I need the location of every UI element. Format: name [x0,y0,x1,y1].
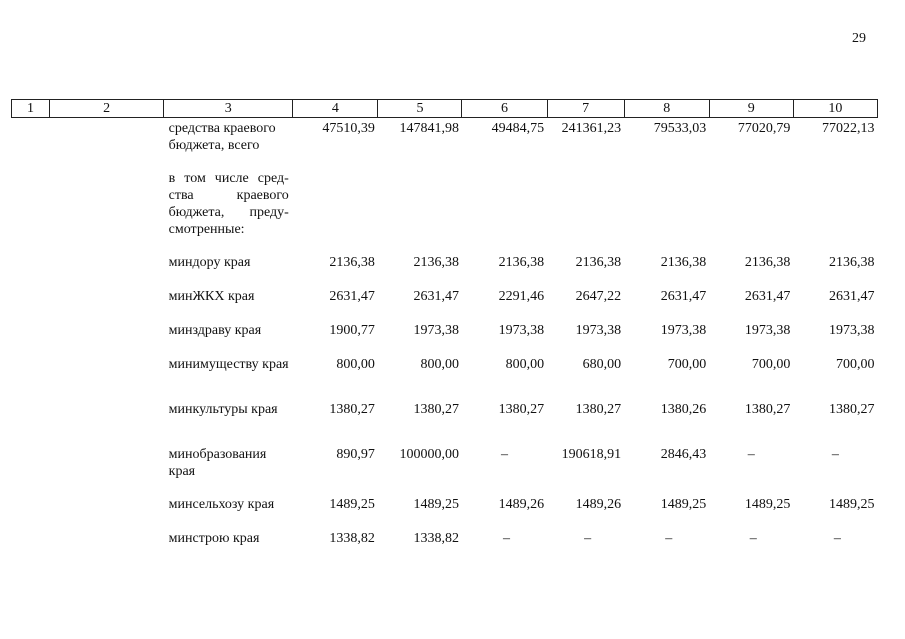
table-row [12,288,878,322]
cell-value: 1489,25 [744,497,791,512]
cell-value: 2136,38 [329,255,375,270]
column-header: 8 [624,100,709,118]
column-header: 6 [462,100,547,118]
row-label: минкультуры края [168,402,278,417]
row-label: минстрою края [168,531,260,546]
cell-value: 2631,47 [744,289,791,304]
cell-value: – [831,447,839,462]
row-label: минобразования края [168,447,267,479]
table-row [12,401,878,446]
cell-value: 2291,46 [498,289,545,304]
cell-value [293,170,378,254]
cell-value: 2846,43 [660,447,707,462]
table-row [12,496,878,530]
page-number: 29 [852,31,866,46]
cell-value: – [503,531,511,546]
cell-value: 1380,26 [660,402,707,417]
cell-value: 700,00 [836,357,875,372]
cell-value: 1489,26 [498,497,545,512]
cell-value: 890,97 [336,447,375,462]
cell-value: 49484,75 [491,121,545,136]
cell-value: 147841,98 [399,121,459,136]
cell-value: 680,00 [582,357,622,372]
cell-value [547,170,624,254]
column-header: 10 [793,100,877,118]
cell-value: – [749,531,757,546]
cell-value: 2631,47 [413,289,459,304]
column-header: 7 [547,100,624,118]
table-row [12,530,878,560]
cell-value: 1338,82 [329,531,375,546]
cell-value [709,170,793,254]
cell-value: – [665,531,673,546]
cell-value: 2136,38 [413,255,459,270]
table-row [12,118,878,171]
cell-value: 1973,38 [744,323,791,338]
cell-value: 2136,38 [575,255,622,270]
cell-value: 47510,39 [322,121,375,136]
row-label: минЖКХ края [168,289,255,304]
cell-value: 1380,27 [413,402,459,417]
cell-value: 800,00 [336,357,375,372]
column-header: 3 [164,100,293,118]
cell-value: 2136,38 [660,255,707,270]
cell-value: – [833,531,841,546]
cell-value [378,170,462,254]
cell-value: 1973,38 [829,323,875,338]
row-label: в том числе сред-ства краевого бюджета, преду-смотренные: [168,171,289,237]
row-label: минимуществу края [168,357,289,372]
column-header: 4 [293,100,378,118]
cell-value: 1380,27 [829,402,875,417]
cell-value: 241361,23 [561,121,622,136]
row-label: средства краевого бюджета, всего [168,121,276,153]
cell-value: 2647,22 [575,289,622,304]
cell-value: 1380,27 [329,402,375,417]
cell-value: 800,00 [420,357,459,372]
row-label: минздраву края [168,323,262,338]
cell-value: 700,00 [667,357,707,372]
cell-value: 1380,27 [575,402,622,417]
cell-value: 1973,38 [660,323,707,338]
cell-value: 1489,25 [660,497,707,512]
cell-value: 190618,91 [561,447,622,462]
table-row [12,254,878,288]
budget-table [11,99,878,560]
table-header-row [12,100,878,118]
column-header: 5 [378,100,462,118]
table-row [12,356,878,401]
cell-value: 2136,38 [498,255,545,270]
cell-value: 2136,38 [829,255,875,270]
cell-value: – [584,531,592,546]
cell-value: – [747,447,755,462]
column-header: 2 [50,100,164,118]
cell-value: 2631,47 [829,289,875,304]
cell-value [624,170,709,254]
cell-value: 1973,38 [575,323,622,338]
cell-value: 1973,38 [498,323,545,338]
cell-value: 1380,27 [498,402,545,417]
cell-value: 1489,25 [329,497,375,512]
cell-value: 1489,26 [575,497,622,512]
cell-value [793,170,877,254]
cell-value: 1973,38 [413,323,459,338]
cell-value: 1380,27 [744,402,791,417]
cell-value: 77020,79 [737,121,791,136]
cell-value: 1338,82 [413,531,459,546]
cell-value: 2136,38 [744,255,791,270]
cell-value: 1489,25 [829,497,875,512]
row-label: миндору края [168,255,251,270]
cell-value: 2631,47 [660,289,707,304]
column-header: 1 [12,100,50,118]
cell-value: 2631,47 [329,289,375,304]
cell-value: 800,00 [505,357,545,372]
column-header: 9 [709,100,793,118]
cell-value: 77022,13 [822,121,875,136]
cell-value: 1900,77 [329,323,375,338]
cell-value: 100000,00 [399,447,459,462]
cell-value [462,170,547,254]
cell-value: 700,00 [751,357,791,372]
cell-value: – [501,447,509,462]
table-row [12,170,878,254]
table-row [12,322,878,356]
cell-value: 1489,25 [413,497,459,512]
row-label: минсельхозу края [168,497,275,512]
cell-value: 79533,03 [653,121,707,136]
table-row [12,446,878,496]
